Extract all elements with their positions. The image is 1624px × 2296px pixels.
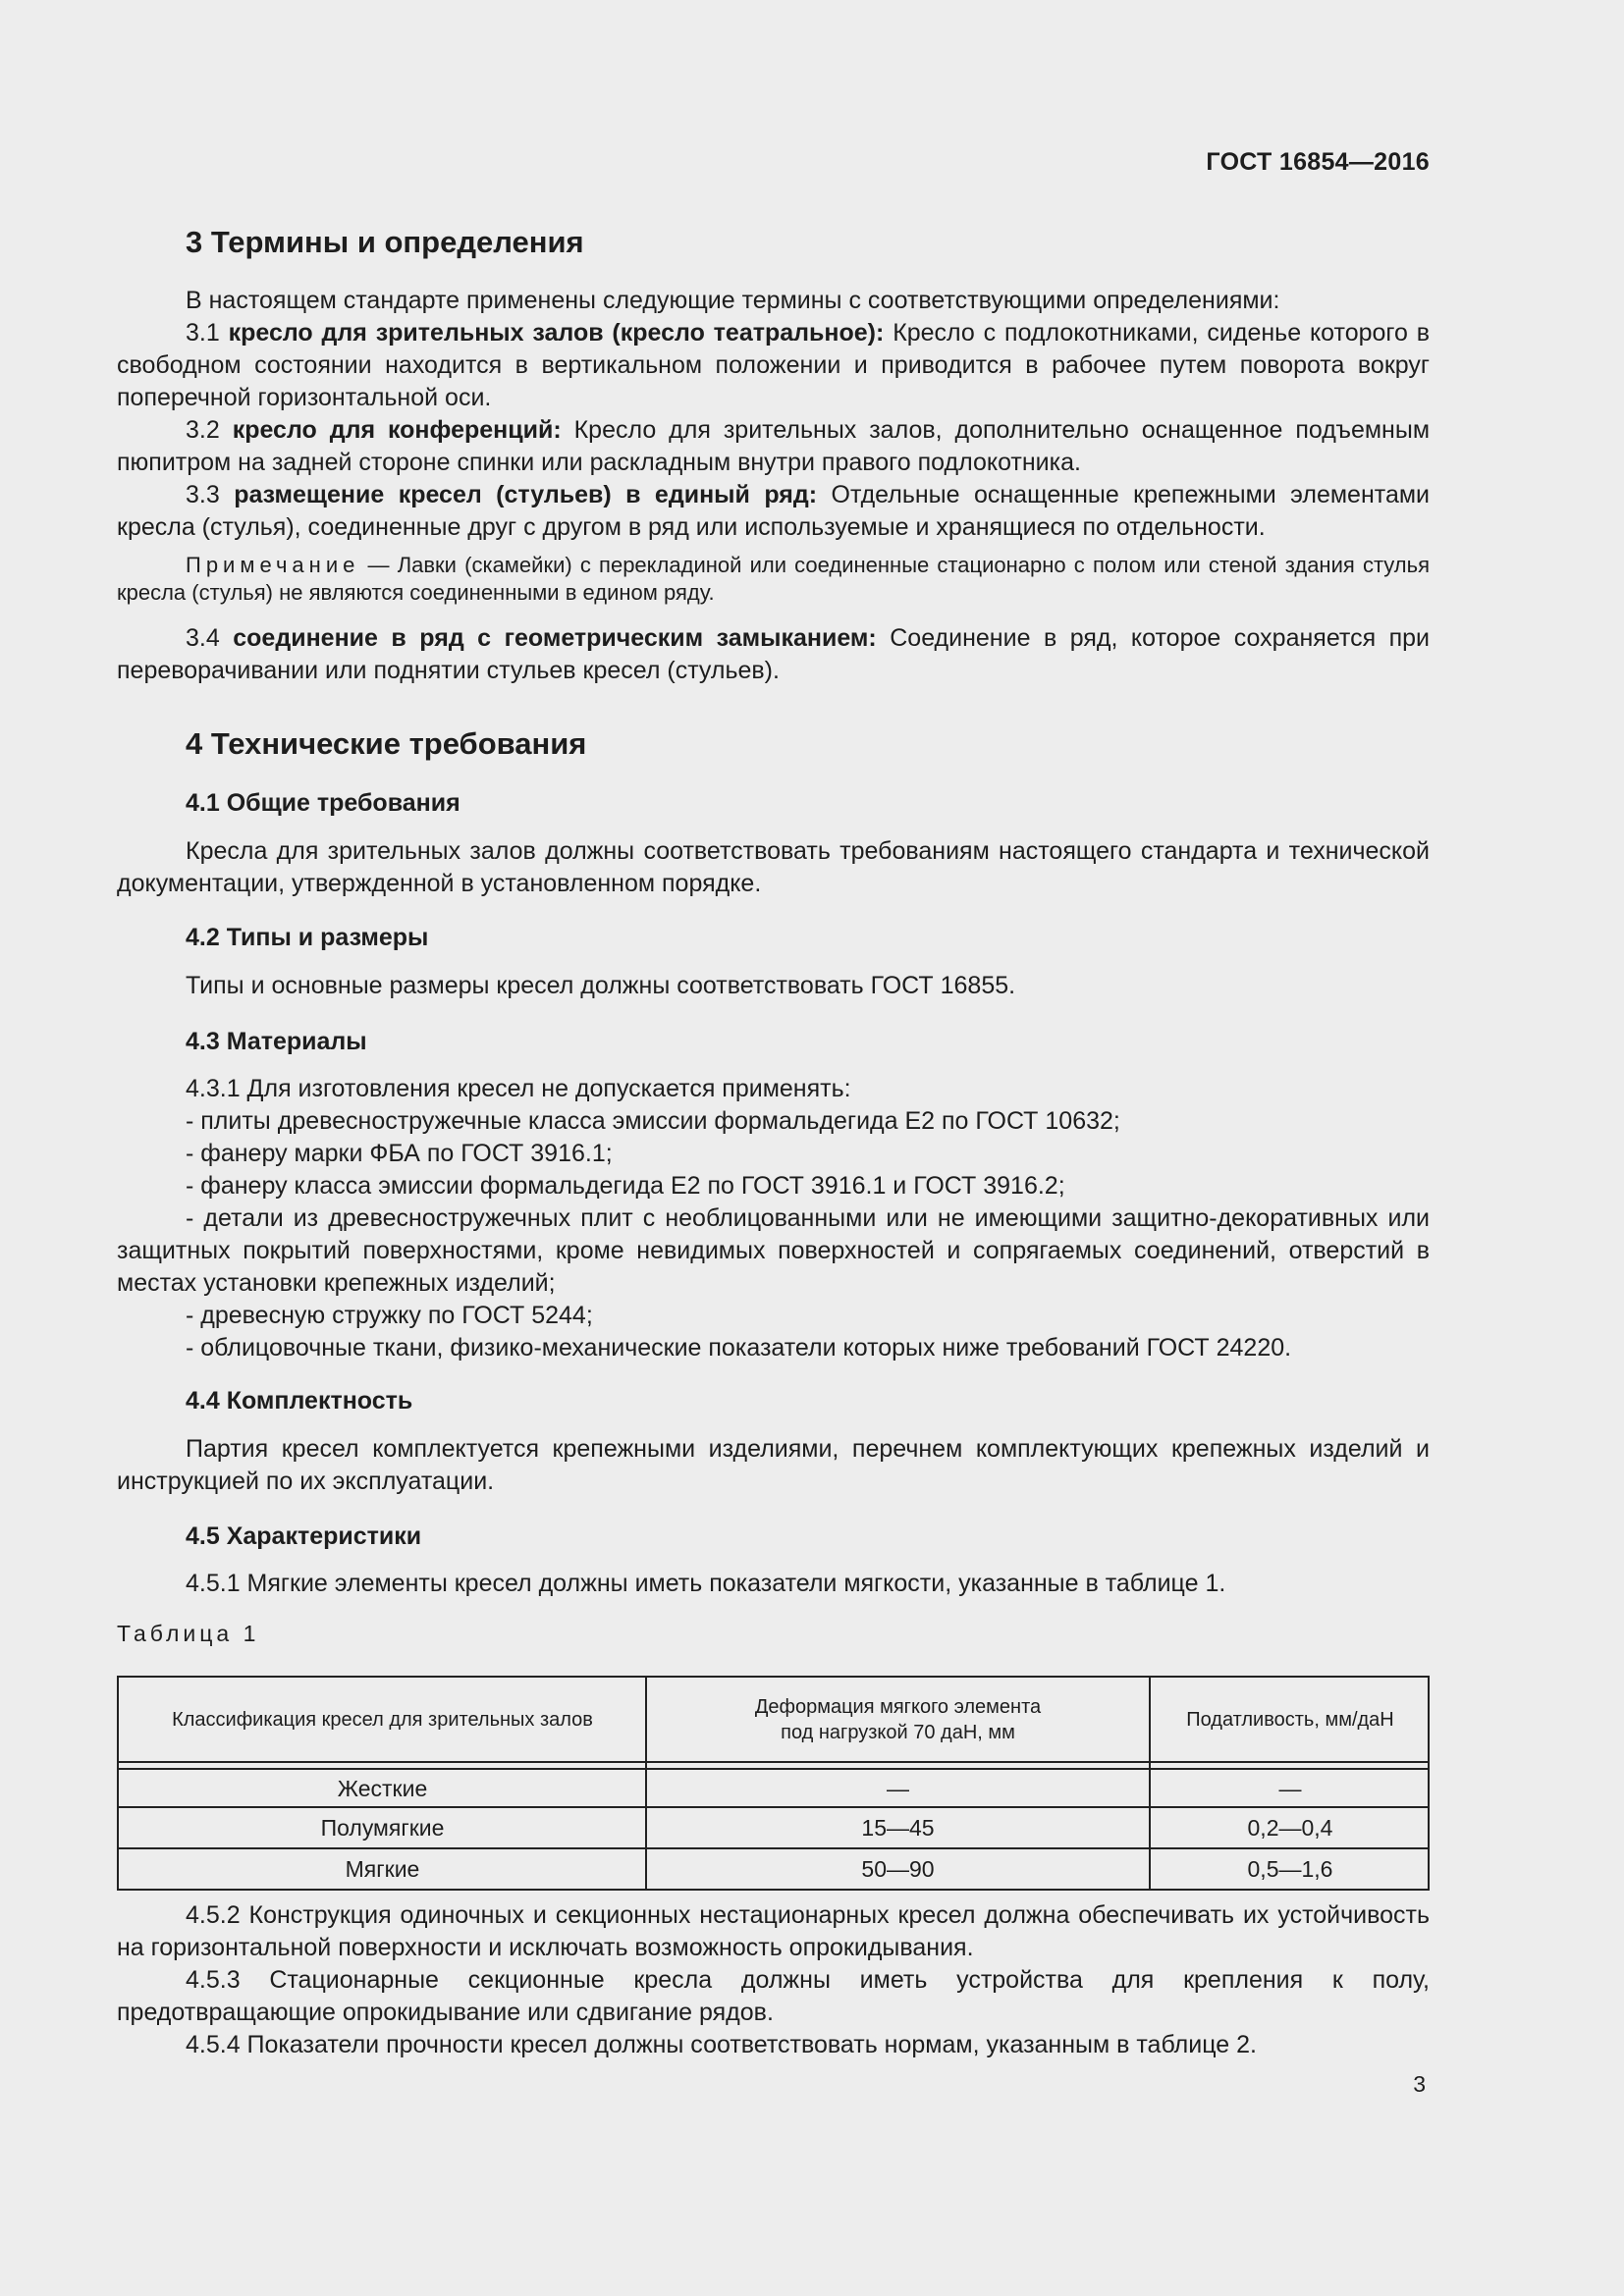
term-3-1: 3.1 кресло для зрительных залов (кресло театральное): Кресло с подлокотниками, сиденье которого в свободном состоянии находится в вертикальном положении и приводится в рабочее путем поворота вокруг поперечной горизонтальной оси. [117, 319, 1431, 411]
subsection-4-1-text: Кресла для зрительных залов должны соответствовать требованиям настоящего стандарта и технической документации, утвержденной в установленном порядке. [117, 837, 1430, 897]
table-caption: Таблица 1 [117, 1621, 260, 1646]
subsection-4-2-text: Типы и основные размеры кресел должны соответствовать ГОСТ 16855. [186, 972, 1016, 999]
subsection-4-3-intro: 4.3.1 Для изготовления кресел не допускается применять: [186, 1075, 851, 1102]
table-1 [117, 1676, 1430, 1891]
table-header-cell: Классификация кресел для зрительных залов [172, 1709, 593, 1731]
term-3-3: 3.3 размещение кресел (стульев) в единый ряд: Отдельные оснащенные крепежными элементами кресла (стулья), соединенные друг с другом в ряд или используемые и хранящиеся по отдельности. [117, 481, 1430, 541]
list-item: - плиты древесностружечные класса эмиссии формальдегида Е2 по ГОСТ 10632; [186, 1107, 1120, 1135]
subsection-4-4-text: Партия кресел комплектуется крепежными изделиями, перечнем комплектующих крепежных изделий и инструкцией по их эксплуатации. [117, 1435, 1430, 1495]
subsection-4-2-title: 4.2 Типы и размеры [186, 924, 429, 951]
document-id: ГОСТ 16854—2016 [1206, 148, 1430, 176]
subsection-4-5-title: 4.5 Характеристики [186, 1522, 422, 1550]
list-item: - фанеру марки ФБА по ГОСТ 3916.1; [186, 1140, 613, 1167]
table-cell: 15—45 [861, 1815, 935, 1841]
subsection-4-3-title: 4.3 Материалы [186, 1028, 367, 1055]
subsection-4-4-title: 4.4 Комплектность [186, 1387, 413, 1415]
table-cell: 0,2—0,4 [1247, 1815, 1333, 1841]
section-3-title: 3 Термины и определения [186, 225, 584, 259]
table-cell: — [1278, 1775, 1302, 1801]
section-4-title: 4 Технические требования [186, 726, 587, 761]
paragraph-4-5-4: 4.5.4 Показатели прочности кресел должны соответствовать нормам, указанным в таблице 2. [186, 2031, 1257, 2058]
table-cell: — [887, 1775, 909, 1801]
paragraph-4-5-1: 4.5.1 Мягкие элементы кресел должны иметь показатели мягкости, указанные в таблице 1. [186, 1570, 1226, 1597]
table-cell: Жесткие [337, 1775, 428, 1801]
list-item: - древесную стружку по ГОСТ 5244; [186, 1302, 593, 1329]
table-header-cell: Деформация мягкого элемента под нагрузкой 70 даН, мм [754, 1696, 1042, 1743]
paragraph-4-5-3: 4.5.3 Стационарные секционные кресла должны иметь устройства для крепления к полу, предотвращающие опрокидывание или сдвигание рядов. [117, 1966, 1430, 2026]
list-item: - фанеру класса эмиссии формальдегида Е2 по ГОСТ 3916.1 и ГОСТ 3916.2; [186, 1172, 1065, 1200]
table-cell: 50—90 [861, 1855, 935, 1882]
list-item: - детали из древесностружечных плит с необлицованными или не имеющими защитно-декоративных или защитных покрытий поверхностями, кроме невидимых поверхностей и сопрягаемых соединений, отверстий в местах установки крепежных изделий; [117, 1204, 1430, 1297]
table-header-cell: Податливость, мм/даН [1186, 1709, 1394, 1731]
table-cell: Мягкие [345, 1855, 420, 1882]
term-3-2: 3.2 кресло для конференций: Кресло для зрительных залов, дополнительно оснащенное подъемным пюпитром на задней стороне спинки или раскладным внутри правого подлокотника. [117, 416, 1431, 476]
table-cell: Полумягкие [320, 1815, 445, 1841]
term-3-4: 3.4 соединение в ряд с геометрическим замыканием: Соединение в ряд, которое сохраняется при переворачивании или поднятии стульев кресел (стульев). [117, 624, 1430, 684]
list-item: - облицовочные ткани, физико-механические показатели которых ниже требований ГОСТ 24220. [186, 1334, 1292, 1362]
page-number: 3 [1413, 2071, 1426, 2097]
table-cell: 0,5—1,6 [1247, 1855, 1333, 1882]
note: Примечание — Лавки (скамейки) с перекладиной или соединенные стационарно с полом или стеной здания стулья кресла (стулья) не являются соединенными в едином ряду. [117, 553, 1430, 605]
subsection-4-1-title: 4.1 Общие требования [186, 789, 460, 817]
paragraph-4-5-2: 4.5.2 Конструкция одиночных и секционных нестационарных кресел должна обеспечивать их устойчивость на горизонтальной поверхности и исключать возможность опрокидывания. [117, 1901, 1430, 1961]
section-3-intro: В настоящем стандарте применены следующие термины с соответствующими определениями: [186, 287, 1280, 314]
